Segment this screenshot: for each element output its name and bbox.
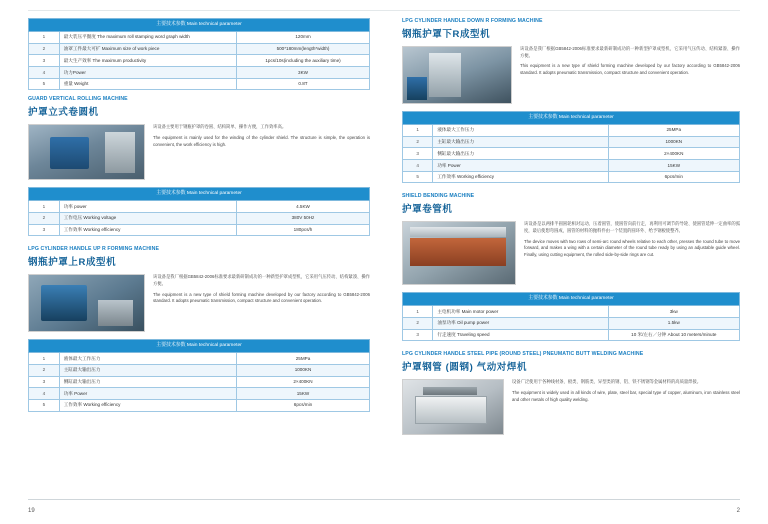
- row-index: 4: [29, 66, 60, 78]
- row-name: 行走速度 Traveling speed: [433, 329, 608, 341]
- row-value: 380V 50Hz: [237, 212, 370, 224]
- row-index: 3: [29, 55, 60, 67]
- table-row: [29, 399, 370, 411]
- row-name: 工作电压 Working voltage: [59, 212, 236, 224]
- row-index: 5: [29, 78, 60, 90]
- row-value: 0.8T: [237, 78, 370, 90]
- row-name: 液体最大工作压力: [433, 124, 608, 136]
- table-row: [29, 224, 370, 236]
- description-cn: 设备广泛使用于各种线材条、板类、钢筋类、异型类的钢、铝、铁不锈钢等金属材料的高质量焊接。: [512, 379, 702, 385]
- row-index: 4: [403, 159, 433, 171]
- section-description: [520, 46, 740, 81]
- photo-artwork: [403, 380, 503, 434]
- row-name: 工作效率 Working efficiency: [433, 171, 608, 183]
- product-photo: [402, 379, 504, 435]
- row-index: 2: [29, 212, 60, 224]
- row-index: 3: [29, 224, 60, 236]
- row-index: 5: [403, 171, 433, 183]
- product-section-guard-vertical-rolling: [28, 96, 370, 236]
- table-caption: 主要技术参数 Main technical parameter: [29, 19, 370, 32]
- row-name: 油泵功率 Oil pump power: [433, 317, 608, 329]
- row-name: 功率 Power: [433, 159, 608, 171]
- table-caption: 主要技术参数 Main technical parameter: [403, 112, 740, 125]
- row-name: 功率 power: [59, 201, 236, 213]
- product-photo: [402, 46, 512, 104]
- description-cn: 该设备是我厂根据GB5842-2006标准要求最新研制成功的一种新型护罩成型机，它采用气压传动、结构紧凑、操作方便。: [153, 274, 370, 286]
- section-cn-title: 护罩钢管 (圆钢) 气动对焊机: [402, 362, 528, 374]
- row-index: 2: [403, 136, 433, 148]
- row-value: 25MPa: [237, 353, 370, 365]
- row-name: 主缸最大输出压力: [433, 136, 608, 148]
- row-value: 3KW: [237, 66, 370, 78]
- row-value: 15KW: [608, 159, 739, 171]
- page-number-right: 2: [736, 508, 740, 514]
- row-index: 2: [29, 43, 60, 55]
- row-name: 最大生产效率 The maximum productivity: [59, 55, 236, 67]
- table-row: [29, 55, 370, 67]
- table-row: [29, 388, 370, 400]
- row-value: 500*180mm(length*width): [237, 43, 370, 55]
- row-name: 工作效率 Working efficiency: [59, 224, 236, 236]
- row-value: 2×400KN: [237, 376, 370, 388]
- section-description: [153, 124, 370, 152]
- row-index: 1: [403, 124, 433, 136]
- row-value: 2×400KN: [608, 148, 739, 160]
- table-caption: 主要技术参数 Main technical parameter: [29, 340, 370, 353]
- table-row: [29, 78, 370, 90]
- row-value: 4.5KW: [237, 201, 370, 213]
- row-value: 15KW: [237, 388, 370, 400]
- product-section-up-r-forming: [28, 246, 370, 411]
- description-en: The device moves with two rows of semi-arc round wheels relative to each other, presses the round tube to move forward, and makes a wing with a certain diameter of the round tube ready by using an adjustable guide wheel. Finally, using cutting equipment, the rolled side-by-side rings are cut.: [524, 238, 740, 257]
- bottom-rule: [28, 499, 740, 500]
- row-index: 3: [403, 329, 433, 341]
- row-name: 工作效率 Working efficiency: [59, 399, 236, 411]
- table-row: [403, 329, 740, 341]
- description-cn: 该设备主要用于钢瓶护罩的卷圆、结构简单、操作方便，工作效率高。: [153, 124, 287, 130]
- product-photo: [28, 124, 145, 180]
- photo-artwork: [29, 125, 144, 179]
- section-description: [524, 221, 740, 262]
- row-index: 2: [29, 364, 60, 376]
- section-cn-title: 护罩立式卷圆机: [28, 107, 99, 119]
- row-value: 1.5kw: [608, 317, 739, 329]
- description-en: This equipment is a new type of shield forming machine developed by our factory according to GB5842-2006 standard. It adopts pneumatic transmission, compact structure and convenient operation.: [520, 63, 740, 75]
- row-index: 4: [29, 388, 60, 400]
- description-en: The equipment is a new type of shield forming machine developed by our factory according to GB5842-2006 standard. It adopts pneumatic transmission, compact structure and convenient operation.: [153, 291, 370, 304]
- row-value: 1000KN: [608, 136, 739, 148]
- spec-table-shield-bending: [402, 292, 740, 341]
- row-index: 1: [29, 31, 60, 43]
- table-row: [29, 353, 370, 365]
- row-value: 10 米/左右／分钟 About 10 meters/minute: [608, 329, 739, 341]
- table-row: [403, 148, 740, 160]
- photo-artwork: [403, 222, 515, 284]
- section-en-title: LPG CYLINDER HANDLE DOWN R FORMING MACHINE: [402, 18, 543, 24]
- table-row: [403, 124, 740, 136]
- table-row: [29, 66, 370, 78]
- table-row: [403, 171, 740, 183]
- photo-artwork: [403, 47, 511, 103]
- table-row: [29, 43, 370, 55]
- spec-table-up-r-forming: [28, 339, 370, 411]
- section-media: [28, 274, 370, 332]
- row-name: 最大装压平圈度 The maximum roll stamping word graph width: [59, 31, 236, 43]
- product-photo: [402, 221, 516, 285]
- spec-table-guard-vertical-rolling: [28, 187, 370, 236]
- row-name: 油罩工件最大可扩 Maximum size of work piece: [59, 43, 236, 55]
- table-caption: 主要技术参数 Main technical parameter: [29, 188, 370, 201]
- row-value: 1pcs/10s(including the auxiliary time): [237, 55, 370, 67]
- description-cn: 该设备是以两排半圆圆轮相对运动、压着圆管，使圆管向前行走，再利用可调节的导轮、使圆管延伸一定曲率的弧度，最后使想弯圆成，圆管的材料的抛料件由一个装置的圆环外、给予钢板使整齐。: [524, 221, 740, 233]
- row-name: 重量 Weight: [59, 78, 236, 90]
- row-index: 2: [403, 317, 433, 329]
- row-index: 1: [29, 201, 60, 213]
- row-value: 120mm: [237, 31, 370, 43]
- row-index: 1: [403, 306, 433, 318]
- table-row: [29, 31, 370, 43]
- section-cn-title: 钢瓶护罩下R成型机: [402, 29, 491, 40]
- photo-artwork: [29, 275, 144, 331]
- section-en-title: SHIELD BENDING MACHINE: [402, 193, 475, 200]
- section-en-title: GUARD VERTICAL ROLLING MACHINE: [28, 96, 128, 103]
- row-value: 1000KN: [237, 364, 370, 376]
- product-section-down-r-forming: [402, 18, 740, 183]
- product-section-shield-bending: [402, 193, 740, 341]
- table-row: [29, 212, 370, 224]
- section-cn-title: 钢瓶护罩上R成型机: [28, 257, 117, 269]
- row-name: 侧缸最大输出压力: [433, 148, 608, 160]
- table-row: [403, 317, 740, 329]
- row-name: 液体最大工作压力: [59, 353, 236, 365]
- description-en: The equipment is widely used in all kinds of wire, plate, steel bar, special type of copper, aluminum, iron stainless steel and other metals of high quality welding.: [512, 389, 740, 402]
- row-index: 5: [29, 399, 60, 411]
- spec-table-down-r-forming: [402, 111, 740, 183]
- row-name: 主缸最大输出压力: [59, 364, 236, 376]
- row-name: 功力Power: [59, 66, 236, 78]
- table-row: [29, 376, 370, 388]
- table-row: [29, 201, 370, 213]
- row-value: 3kw: [608, 306, 739, 318]
- table-row: [29, 364, 370, 376]
- section-en-title: LPG CYLINDER HANDLE STEEL PIPE (ROUND STEEL) PNEUMATIC BUTT WELDING MACHINE: [402, 351, 644, 358]
- section-media: [28, 124, 370, 180]
- row-name: 侧缸最大输出压力: [59, 376, 236, 388]
- section-cn-title: 护罩卷管机: [402, 204, 453, 216]
- row-name: 功率 Power: [59, 388, 236, 400]
- row-index: 1: [29, 353, 60, 365]
- section-media: [402, 379, 740, 435]
- section-en-title: LPG CYLINDER HANDLE UP R FORMING MACHINE: [28, 246, 159, 253]
- section-media: [402, 46, 740, 104]
- product-photo: [28, 274, 145, 332]
- section-description: [512, 379, 740, 407]
- table-row: [403, 159, 740, 171]
- page-number-left: 19: [28, 508, 35, 514]
- table-row: [403, 306, 740, 318]
- product-section-butt-welding: [402, 351, 740, 435]
- right-page: [384, 0, 768, 524]
- spec-table-top: [28, 18, 370, 90]
- section-description: [153, 274, 370, 309]
- row-name: 主电机功率 Main motor power: [433, 306, 608, 318]
- row-value: 6pcs/min: [237, 399, 370, 411]
- row-index: 3: [403, 148, 433, 160]
- table-row: [403, 136, 740, 148]
- description-en: The equipment is mainly used for the winding of the cylinder shield. The structure is simple, the operation is convenient, the work efficiency is high.: [153, 134, 370, 147]
- section-media: [402, 221, 740, 285]
- table-caption: 主要技术参数 Main technical parameter: [403, 293, 740, 306]
- row-value: 180pcs/h: [237, 224, 370, 236]
- row-index: 3: [29, 376, 60, 388]
- row-value: 6pcs/min: [608, 171, 739, 183]
- row-value: 25MPa: [608, 124, 739, 136]
- description-cn: 该设备是我厂根据GB5842-2006标准要求最新研制成功的一种新型护罩成型机，它采用气压传动、结构紧凑、操作方便。: [520, 46, 740, 58]
